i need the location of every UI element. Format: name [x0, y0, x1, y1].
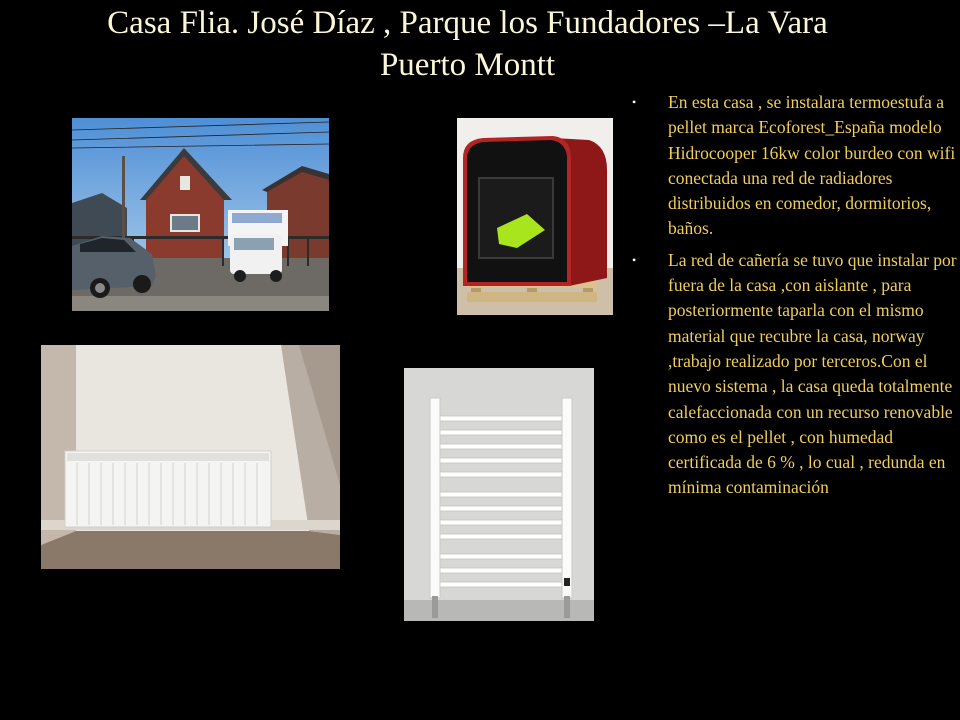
bullet-icon: • [632, 95, 637, 109]
slide-title-line-2: Puerto Montt [379, 47, 556, 83]
bullet-text-1: En esta casa , se instalara termoestufa a pellet marca Ecoforest_España modelo Hidrocooper 16kw color burdeo con wifi conectada una red de radiadores distribuidos en comedor, dormitorios, baños. [668, 92, 956, 239]
pellet-stove-photo [457, 118, 613, 315]
slide-title-line-1: Casa Flia. José Díaz , Parque los Fundadores –La Vara [107, 5, 828, 41]
bullet-item-1 [632, 90, 957, 242]
house-photo [72, 118, 329, 311]
bullet-icon: • [632, 252, 637, 267]
panel-radiator-photo [41, 345, 340, 569]
slide-title [0, 2, 935, 86]
bullet-item-2 [632, 248, 957, 501]
towel-radiator-photo [404, 368, 594, 621]
description-bullet-list [632, 90, 957, 507]
bullet-text-2: La red de cañería se tuvo que instalar por fuera de la casa ,con aislante , para posteriormente taparla con el mismo material que recubre la casa, norway ,trabajo realizado por terceros.Con el nuevo sistema , la casa queda totalmente calefaccionada con un recurso renovable como es el pellet , con humedad certificada de 6 % , lo cual , redunda en mínima contaminación [668, 249, 957, 498]
